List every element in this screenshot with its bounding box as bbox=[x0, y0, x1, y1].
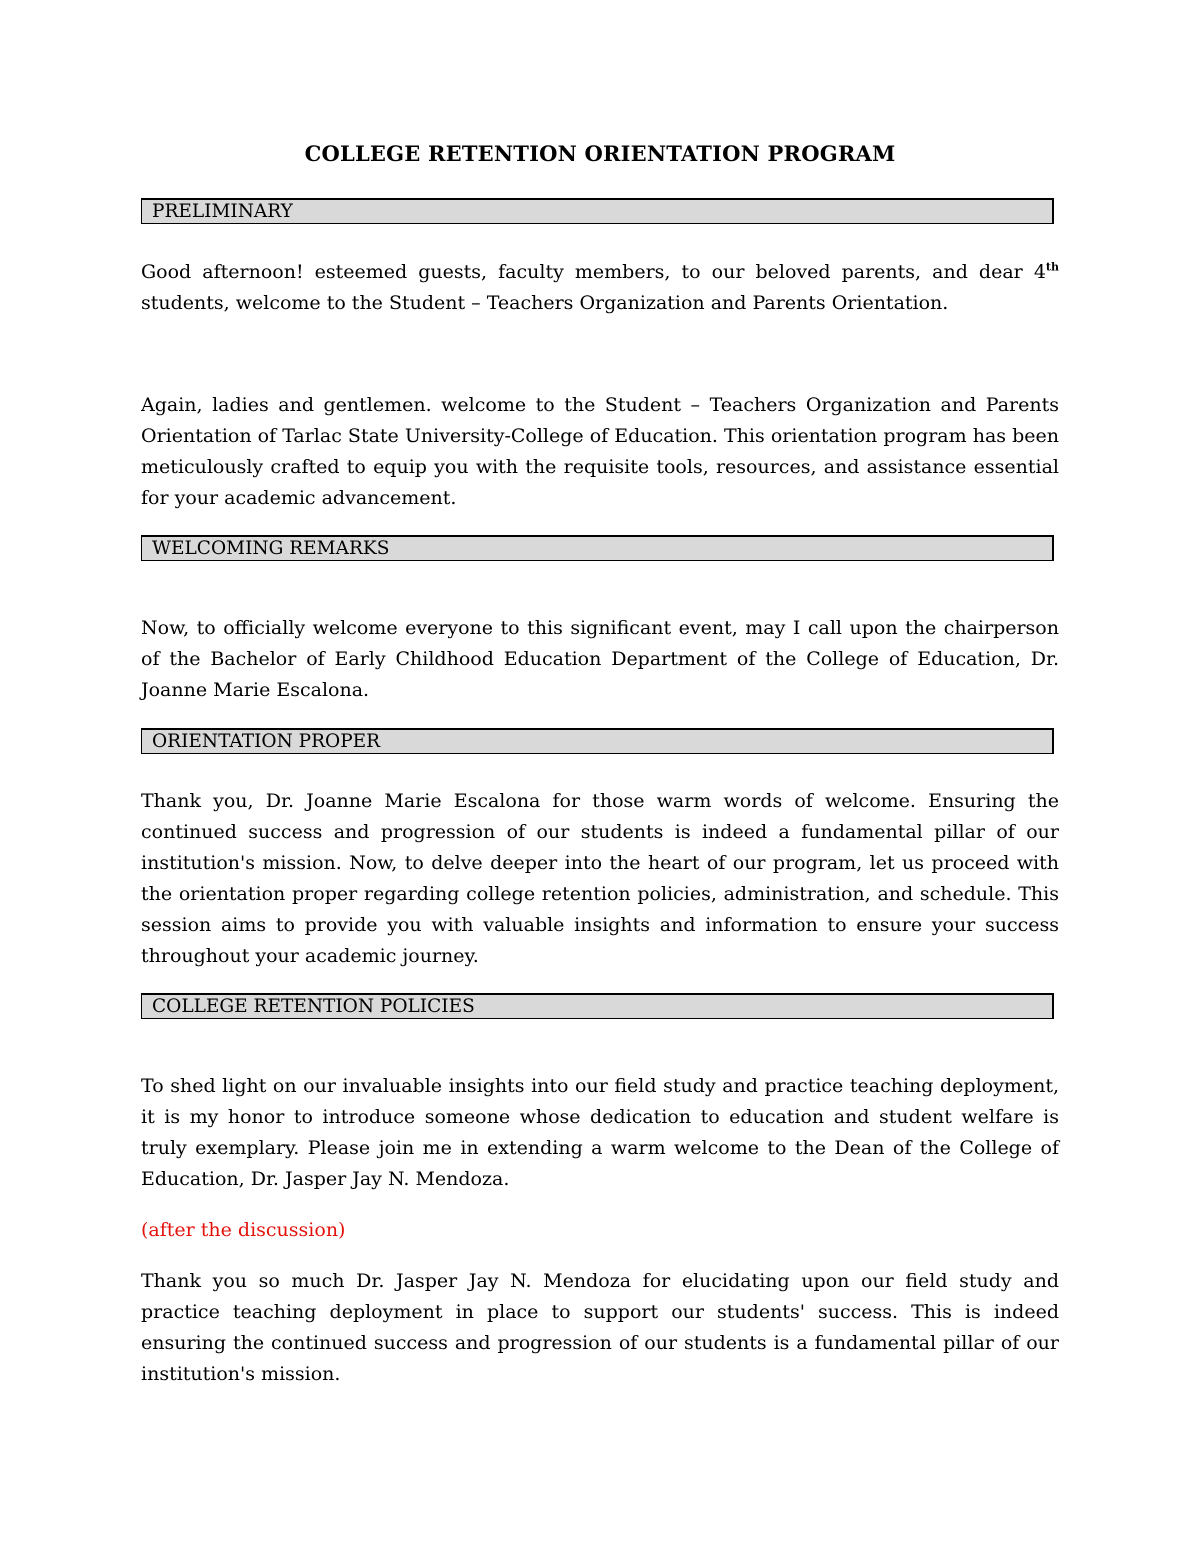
section-header-orientation-proper: ORIENTATION PROPER bbox=[141, 728, 1054, 754]
paragraph-welcoming-remarks: Now, to officially welcome everyone to this significant event, may I call upon the chairperson of the Bachelor of Early Childhood Education Department of the College of Education, Dr. Joanne Marie Escalona. bbox=[141, 617, 1059, 701]
greeting-text-part1: Good afternoon! esteemed guests, faculty members, to our beloved parents, and dear 4 bbox=[141, 261, 1046, 283]
paragraph-orientation-proper: Thank you, Dr. Joanne Marie Escalona for those warm words of welcome. Ensuring the continued success and progression of our students is indeed a fundamental pillar of our institution's mission. Now, to delve deeper into the heart of our program, let us proceed with the orientation proper regarding college retention policies, administration, and schedule. This session aims to provide you with valuable insights and information to ensure your success throughout your academic journey. bbox=[141, 790, 1059, 967]
section-header-preliminary: PRELIMINARY bbox=[141, 198, 1054, 224]
section-header-welcoming-remarks: WELCOMING REMARKS bbox=[141, 535, 1054, 561]
paragraph-closing-thanks: Thank you so much Dr. Jasper Jay N. Mendoza for elucidating upon our field study and practice teaching deployment in place to support our students' success. This is indeed ensuring the continued success and progression of our students is a fundamental pillar of our institution's mission. bbox=[141, 1270, 1059, 1385]
document-title: COLLEGE RETENTION ORIENTATION PROGRAM bbox=[304, 141, 896, 166]
section-header-college-retention-policies: COLLEGE RETENTION POLICIES bbox=[141, 993, 1054, 1019]
ordinal-superscript: th bbox=[1045, 260, 1059, 274]
paragraph-greeting bbox=[141, 257, 1059, 319]
paragraph-dean-introduction: To shed light on our invaluable insights into our field study and practice teaching deployment, it is my honor to introduce someone whose dedication to education and student welfare is truly exemplary. Please join me in extending a warm welcome to the Dean of the College of Education, Dr. Jasper Jay N. Mendoza. bbox=[141, 1075, 1059, 1190]
greeting-text-part2: students, welcome to the Student – Teachers Organization and Parents Orientation. bbox=[141, 292, 949, 314]
paragraph-welcome-again: Again, ladies and gentlemen. welcome to the Student – Teachers Organization and Parents Orientation of Tarlac State University-College of Education. This orientation program has been meticulously crafted to equip you with the requisite tools, resources, and assistance essential for your academic advancement. bbox=[141, 394, 1059, 509]
stage-note: (after the discussion) bbox=[141, 1219, 346, 1241]
